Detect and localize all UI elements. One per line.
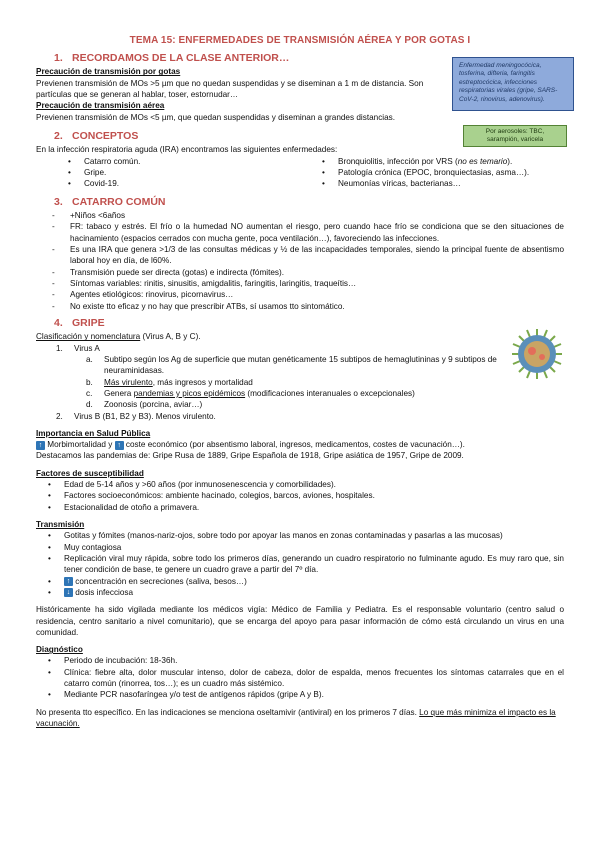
pandemics-text: Destacamos las pandemias de: Gripe Rusa de 1889, Gripe Española de 1918, Gripe asiática de 1957, Gripe de 2009. (36, 451, 464, 461)
section-4-heading: 4. GRIPE (54, 316, 105, 329)
diagnosis-label: Diagnóstico (36, 645, 83, 655)
public-health-label: Importancia en Salud Pública (36, 428, 151, 438)
list-item: • Clínica: fiebre alta, dolor muscular intenso, dolor de cabeza, dolor de espalda, menos frecuentes los síntomas catarrales que en el catarro común (rinorrea, tos…); es un cuadro más sistémico. (36, 667, 564, 690)
classification-line: Clasificación y nomenclatura (Virus A, B y C). (36, 332, 201, 342)
list-item: • Estacionalidad de otoño a primavera. (36, 502, 564, 513)
list-item: - Síntomas variables: rinitis, sinusitis, amigdalitis, faringitis, laringitis, traqueítis… (52, 278, 564, 289)
list-item: a. Subtipo según los Ag de superficie que mutan genéticamente 15 subtipos de hemaglutininas y 9 subtipos de neuraminidasas. (86, 354, 497, 376)
list-item: • Periodo de incubación: 18-36h. (36, 655, 564, 666)
list-item: b. Más virulento, más ingresos y mortalidad (86, 377, 253, 387)
treatment-text: No presenta tto específico. En las indicaciones se menciona oseltamivir (antiviral) en los primeros 7 días. Lo que más minimiza el impacto es la vacunación. (36, 707, 556, 729)
list-item: c. Genera pandemias y picos epidémicos (modificaciones interanuales o excepcionales) (86, 388, 415, 398)
section-2-heading: 2. CONCEPTOS (54, 129, 139, 142)
section-3-heading: 3. CATARRO COMÚN (54, 195, 166, 208)
list-item: • ↓ dosis infecciosa (36, 587, 564, 598)
surveillance-text: Históricamente ha sido vigilada mediante los médicos vigía: Médico de Familia y Pediatra. Es el responsable voluntario (centro salud o residencia, centro sanitario a nivel comunitario), que se encarga del apoyo para pasar información de cómo está circulando un virus en una comunidad. (36, 605, 564, 637)
list-item: • Edad de 5-14 años y >60 años (por inmunosenescencia y comorbilidades). (36, 479, 564, 490)
droplet-diseases-box: Enfermedad meningocócica, tosferina, difteria, faringitis estreptocócica, infecciones respiratorias virales (gripe, SARS-CoV-2, rinovirus, adenovirus). (452, 57, 574, 111)
list-item: • Gripe. (56, 167, 310, 178)
list-item: • Muy contagiosa (36, 542, 564, 553)
susceptibility-label: Factores de susceptibilidad (36, 468, 144, 478)
arrow-up-icon: ↑ (64, 577, 73, 586)
list-item: • Covid-19. (56, 178, 310, 189)
aerosol-diseases-box: Por aerosoles: TBC, sarampión, varicela (463, 125, 567, 147)
list-item: • Gotitas y fómites (manos-nariz-ojos, sobre todo por apoyar las manos en zonas contaminadas y pasarlas a las mucosas) (36, 530, 564, 541)
droplet-precaution-label: Precaución de transmisión por gotas (36, 67, 181, 77)
list-item: - No existe tto eficaz y no hay que prescribir ATBs, sí usamos tto sintomático. (52, 301, 564, 312)
concepts-intro: En la infección respiratoria aguda (IRA) encontramos las siguientes enfermedades: (36, 145, 338, 155)
page-title: TEMA 15: ENFERMEDADES DE TRANSMISIÓN AÉREA Y POR GOTAS I (129, 35, 471, 46)
list-item: • Factores socioeconómicos: ambiente hacinado, colegios, barcos, aviones, hospitales. (36, 490, 564, 501)
transmission-label: Transmisión (36, 520, 85, 530)
list-item: • Catarro común. (56, 156, 310, 167)
list-item: - FR: tabaco y estrés. El frío o la humedad NO aumentan el riesgo, pero cuando hace frío se condiciona que se den situaciones de hacinamiento (espacios cerrados con mucha gente, poca ventilación…), favoreciendo las infecciones. (52, 221, 564, 244)
list-item: • Bronquiolitis, infección por VRS (no es temario). (310, 156, 564, 167)
list-item: • ↑ concentración en secreciones (saliva, besos…) (36, 576, 564, 587)
list-item: d. Zoonosis (porcina, aviar…) (86, 400, 203, 410)
list-item: • Replicación viral muy rápida, sobre todo los primeros días, generando un cuadro respiratorio no fulminante agudo. Es muy raro que, sin tener condición de base, te genere un cuadro grave a partir del 7º día. (36, 553, 564, 576)
list-item: 1. Virus A (56, 343, 100, 353)
list-item: 2. Virus B (B1, B2 y B3). Menos virulento. (56, 411, 216, 421)
section-1-heading: 1. RECORDAMOS DE LA CLASE ANTERIOR… (54, 51, 290, 64)
public-health-text: ↑ Morbimortalidad y ↑ coste económico (por absentismo laboral, ingresos, medicamentos, costes de vacunación…). (36, 439, 564, 450)
list-item: - Transmisión puede ser directa (gotas) e indirecta (fómites). (52, 267, 564, 278)
list-item: - Es una IRA que genera >1/3 de las consultas médicas y ½ de las incapacidades temporales, siendo la principal fuente de absentismo laboral hoy en día, de l60%. (52, 244, 564, 267)
airborne-precaution-label: Precaución de transmisión aérea (36, 101, 165, 111)
list-item: - +Niños <6años (52, 210, 564, 221)
list-item: • Neumonías víricas, bacterianas… (310, 178, 564, 189)
droplet-precaution-text: Previenen transmisión de MOs >5 µm que no quedan suspendidas y se diseminan a 1 m de distancia. Son partículas que se generan al hablar, toser, estornudar… (36, 78, 424, 99)
list-item: • Patología crónica (EPOC, bronquiectasias, asma…). (310, 167, 564, 178)
airborne-precaution-text: Previenen transmisión de MOs <5 µm, que quedan suspendidas y diseminan a grandes distancias. (36, 112, 396, 122)
arrow-up-icon: ↑ (36, 441, 45, 450)
arrow-up-icon: ↑ (115, 441, 124, 450)
arrow-down-icon: ↓ (64, 588, 73, 597)
concepts-list (56, 156, 564, 190)
list-item: • Mediante PCR nasofaríngea y/o test de antígenos rápidos (gripe A y B). (36, 689, 564, 700)
list-item: - Agentes etiológicos: rinovirus, picornavirus… (52, 289, 564, 300)
